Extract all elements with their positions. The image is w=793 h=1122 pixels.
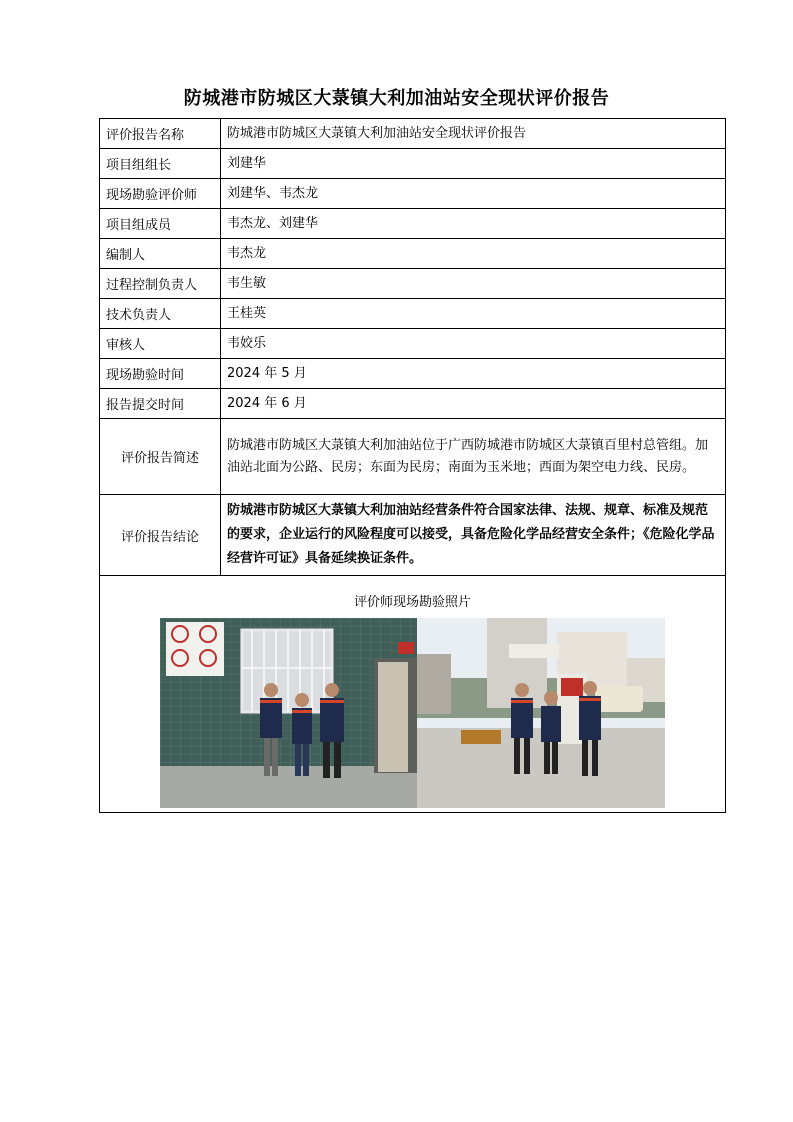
row-value: 韦杰龙 bbox=[221, 239, 726, 269]
photos-cell bbox=[100, 576, 726, 813]
photo-strip bbox=[106, 618, 719, 808]
row-label: 项目组成员 bbox=[100, 209, 221, 239]
site-photo-station bbox=[417, 618, 665, 808]
table-row bbox=[100, 389, 726, 419]
table-row bbox=[100, 209, 726, 239]
summary-label: 评价报告简述 bbox=[100, 419, 221, 495]
table-row bbox=[100, 299, 726, 329]
conclusion-label: 评价报告结论 bbox=[100, 495, 221, 576]
row-label: 编制人 bbox=[100, 239, 221, 269]
table-row bbox=[100, 359, 726, 389]
site-photo-office bbox=[160, 618, 417, 808]
row-label: 评价报告名称 bbox=[100, 119, 221, 149]
report-table bbox=[99, 118, 726, 813]
row-label: 报告提交时间 bbox=[100, 389, 221, 419]
row-value: 刘建华 bbox=[221, 149, 726, 179]
row-label: 项目组组长 bbox=[100, 149, 221, 179]
table-row bbox=[100, 119, 726, 149]
table-row bbox=[100, 149, 726, 179]
row-value: 王桂英 bbox=[221, 299, 726, 329]
row-value: 韦姣乐 bbox=[221, 329, 726, 359]
table-row bbox=[100, 239, 726, 269]
photos-row bbox=[100, 576, 726, 813]
table-row bbox=[100, 269, 726, 299]
row-value: 韦杰龙、刘建华 bbox=[221, 209, 726, 239]
table-row bbox=[100, 329, 726, 359]
row-label: 现场勘验时间 bbox=[100, 359, 221, 389]
row-label: 审核人 bbox=[100, 329, 221, 359]
table-row bbox=[100, 179, 726, 209]
document-title: 防城港市防城区大菉镇大利加油站安全现状评价报告 bbox=[183, 88, 610, 109]
row-label: 过程控制负责人 bbox=[100, 269, 221, 299]
row-value: 2024 年 5 月 bbox=[221, 359, 726, 389]
row-value: 刘建华、韦杰龙 bbox=[221, 179, 726, 209]
summary-row bbox=[100, 419, 726, 495]
conclusion-text: 防城港市防城区大菉镇大利加油站经营条件符合国家法律、法规、规章、标准及规范的要求，企业运行的风险程度可以接受，具备危险化学品经营安全条件；《危险化学品经营许可证》具备延续换证条件。 bbox=[221, 495, 726, 576]
row-label: 技术负责人 bbox=[100, 299, 221, 329]
row-label: 现场勘验评价师 bbox=[100, 179, 221, 209]
summary-text: 防城港市防城区大菉镇大利加油站位于广西防城港市防城区大菉镇百里村总管组。加油站北面为公路、民房；东面为民房；南面为玉米地；西面为架空电力线、民房。 bbox=[221, 419, 726, 495]
conclusion-row bbox=[100, 495, 726, 576]
row-value: 防城港市防城区大菉镇大利加油站安全现状评价报告 bbox=[221, 119, 726, 149]
row-value: 韦生敏 bbox=[221, 269, 726, 299]
photos-caption: 评价师现场勘验照片 bbox=[353, 595, 471, 610]
row-value: 2024 年 6 月 bbox=[221, 389, 726, 419]
